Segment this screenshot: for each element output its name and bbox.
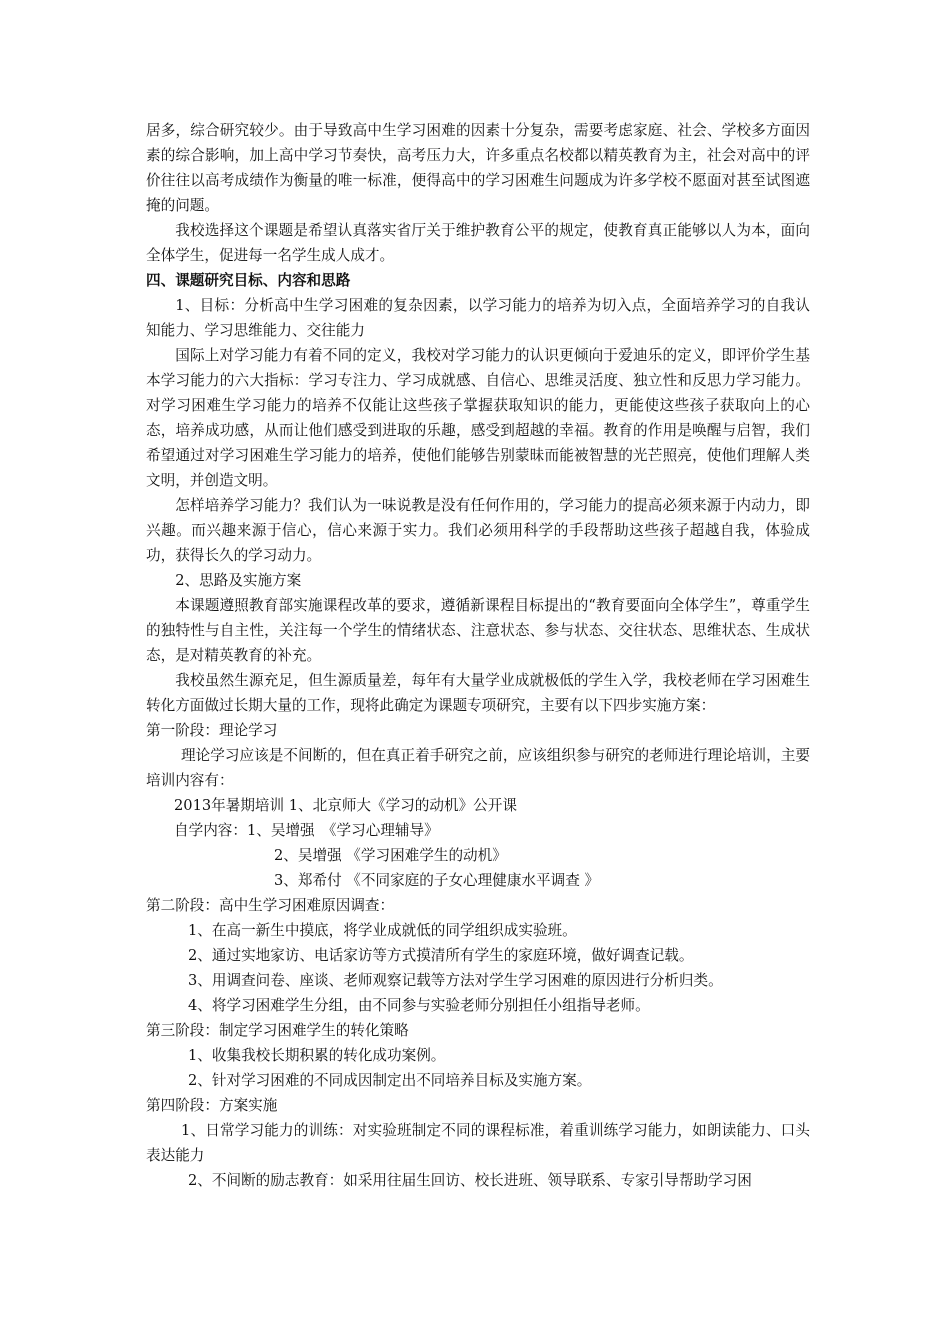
list-item: 1、日常学习能力的训练：对实验班制定不同的课程标准，着重训练学习能力，如朗读能力、口头表达能力 bbox=[146, 1122, 810, 1164]
list-item: 自学内容：1、吴增强 《学习心理辅导》 bbox=[174, 822, 439, 839]
list-item: 3、用调查问卷、座谈、老师观察记载等方法对学生学习困难的原因进行分析归类。 bbox=[188, 972, 723, 989]
paragraph: 居多，综合研究较少。由于导致高中生学习困难的因素十分复杂，需要考虑家庭、社会、学校多方面因素的综合影响，加上高中学习节奏快，高考压力大，许多重点名校都以精英教育为主，社会对高中的评价往往以高考成绩作为衡量的唯一标准，便得高中的学习困难生问题成为许多学校不愿面对甚至试图遮掩的问题。 bbox=[146, 122, 810, 214]
list-item: 3、郑希付 《不同家庭的子女心理健康水平调查 》 bbox=[274, 872, 600, 889]
stage-heading: 第一阶段：理论学习 bbox=[146, 722, 278, 739]
subheading: 2、思路及实施方案 bbox=[175, 572, 302, 589]
paragraph: 理论学习应该是不间断的，但在真正着手研究之前，应该组织参与研究的老师进行理论培训，主要培训内容有： bbox=[146, 747, 810, 789]
stage-heading: 第三阶段：制定学习困难学生的转化策略 bbox=[146, 1022, 409, 1039]
list-item: 1、收集我校长期积累的转化成功案例。 bbox=[188, 1047, 446, 1064]
section-heading: 四、课题研究目标、内容和思路 bbox=[146, 272, 351, 289]
paragraph: 我校选择这个课题是希望认真落实省厅关于维护教育公平的规定，使教育真正能够以人为本，面向全体学生，促进每一名学生成人成才。 bbox=[146, 222, 810, 264]
stage-heading: 第二阶段：高中生学习困难原因调查： bbox=[146, 897, 395, 914]
list-item: 2、不间断的励志教育：如采用往届生回访、校长进班、领导联系、专家引导帮助学习困 bbox=[188, 1172, 752, 1189]
list-item: 2、针对学习困难的不同成因制定出不同培养目标及实施方案。 bbox=[188, 1072, 592, 1089]
paragraph: 我校虽然生源充足，但生源质量差，每年有大量学业成就极低的学生入学，我校老师在学习困难生转化方面做过长期大量的工作，现将此确定为课题专项研究，主要有以下四步实施方案： bbox=[146, 672, 810, 714]
list-item: 1、在高一新生中摸底，将学业成就低的同学组织成实验班。 bbox=[188, 922, 577, 939]
list-item: 4、将学习困难学生分组，由不同参与实验老师分别担任小组指导老师。 bbox=[188, 997, 650, 1014]
list-item: 2013年暑期培训 1、北京师大《学习的动机》公开课 bbox=[174, 797, 517, 814]
paragraph: 1、目标：分析高中生学习困难的复杂因素，以学习能力的培养为切入点，全面培养学习的自我认知能力、学习思维能力、交往能力 bbox=[146, 297, 810, 339]
list-item: 2、吴增强 《学习困难学生的动机》 bbox=[274, 847, 507, 864]
paragraph: 怎样培养学习能力？我们认为一味说教是没有任何作用的，学习能力的提高必须来源于内动力，即兴趣。而兴趣来源于信心，信心来源于实力。我们必须用科学的手段帮助这些孩子超越自我，体验成功，获得长久的学习动力。 bbox=[146, 497, 810, 564]
paragraph: 国际上对学习能力有着不同的定义，我校对学习能力的认识更倾向于爱迪乐的定义，即评价学生基本学习能力的六大指标：学习专注力、学习成就感、自信心、思维灵活度、独立性和反思力学习能力。对学习困难生学习能力的培养不仅能让这些孩子掌握获取知识的能力，更能使这些孩子获取向上的心态，培养成功感，从而让他们感受到进取的乐趣，感受到超越的幸福。教育的作用是唤醒与启智，我们希望通过对学习困难生学习能力的培养，使他们能够告别蒙昧而能被智慧的光芒照亮，使他们理解人类文明，并创造文明。 bbox=[146, 347, 810, 489]
stage-heading: 第四阶段：方案实施 bbox=[146, 1097, 278, 1114]
document-page bbox=[146, 118, 810, 1193]
paragraph: 本课题遵照教育部实施课程改革的要求，遵循新课程目标提出的“教育要面向全体学生”，尊重学生的独特性与自主性，关注每一个学生的情绪状态、注意状态、参与状态、交往状态、思维状态、生成状态，是对精英教育的补充。 bbox=[146, 597, 810, 664]
list-item: 2、通过实地家访、电话家访等方式摸清所有学生的家庭环境，做好调查记载。 bbox=[188, 947, 694, 964]
